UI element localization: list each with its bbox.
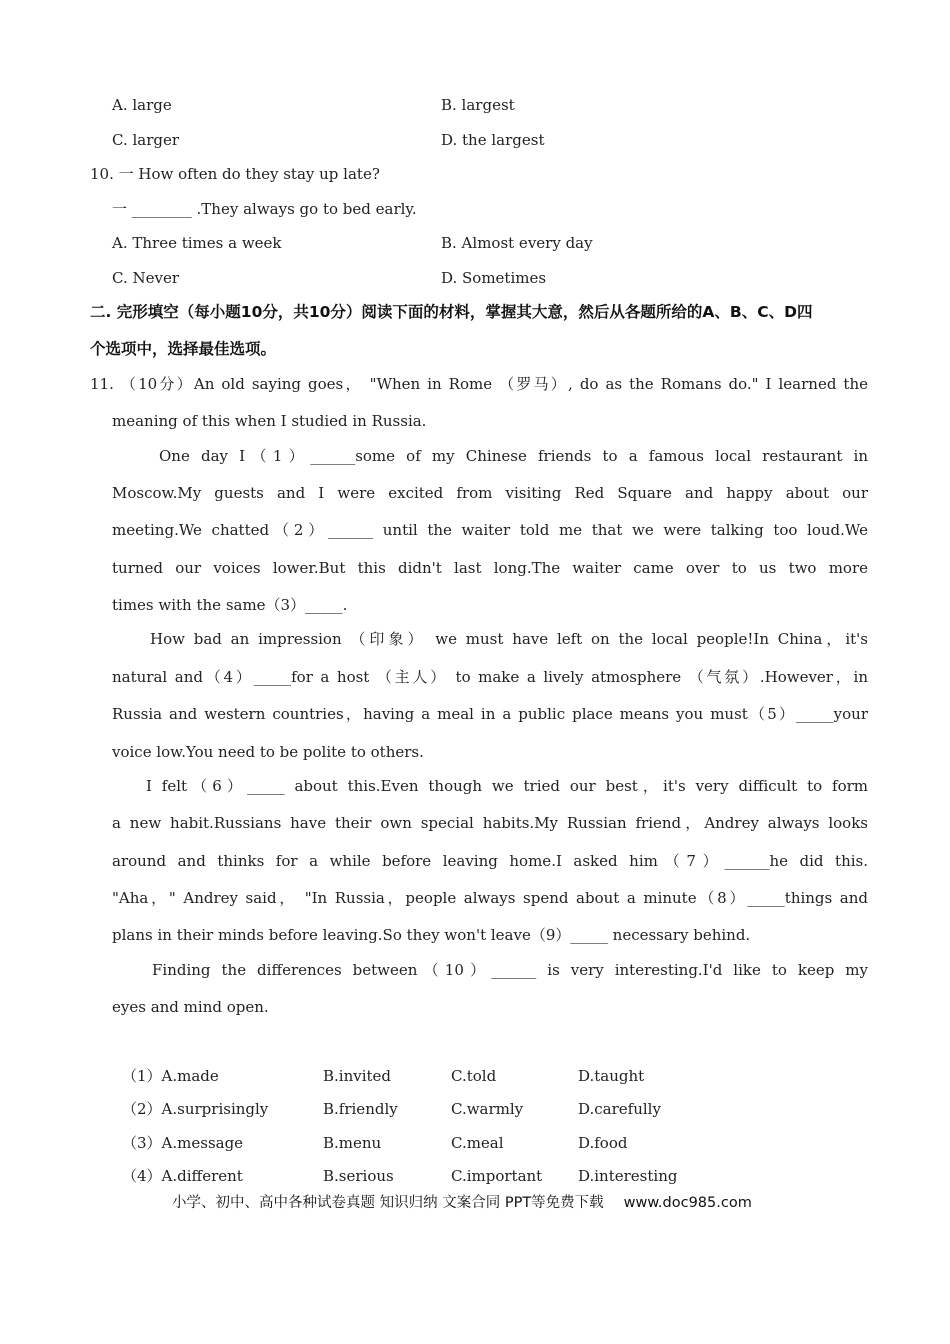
- passage-line-10: Russia and western countries，having a meal in a public place means you must（5）_____your: [112, 705, 868, 723]
- choice-4-d: D.interesting: [578, 1167, 678, 1185]
- q10-option-c: C. Never: [112, 269, 180, 287]
- choice-4-b: B.serious: [323, 1167, 394, 1185]
- choice-2-b: B.friendly: [323, 1100, 398, 1118]
- q9-option-d: D. the largest: [441, 131, 545, 149]
- passage-line-4: Moscow.My guests and I were excited from visiting Red Square and happy about our: [112, 484, 868, 502]
- q10-answer-line: 一 ________ .They always go to bed early.: [112, 200, 417, 218]
- passage-line-11: voice low.You need to be polite to others.: [112, 743, 424, 761]
- passage-line-13: a new habit.Russians have their own special habits.My Russian friend，Andrey always looks: [112, 814, 868, 832]
- choice-4-a: （4）A.different: [122, 1167, 243, 1185]
- passage-line-12: I felt（6）_____ about this.Even though we tried our best，it's very difficult to form: [146, 777, 868, 795]
- passage-line-6: turned our voices lower.But this didn't last long.The waiter came over to us two more: [112, 559, 868, 577]
- choice-4-c: C.important: [451, 1167, 543, 1185]
- choice-1-b: B.invited: [323, 1067, 392, 1085]
- choice-2-a: （2）A.surprisingly: [122, 1100, 269, 1118]
- passage-line-17: Finding the differences between（10）______ is very interesting.I'd like to keep my: [152, 961, 868, 979]
- q10-option-d: D. Sometimes: [441, 269, 547, 287]
- choice-3-a: （3）A.message: [122, 1134, 244, 1152]
- footer-text: 小学、初中、高中各种试卷真题 知识归纳 文案合同 PPT等免费下载: [172, 1195, 604, 1211]
- passage-line-18: eyes and mind open.: [112, 998, 269, 1016]
- choice-3-d: D.food: [578, 1134, 628, 1152]
- choice-3-c: C.meal: [451, 1134, 504, 1152]
- passage-line-2: meaning of this when I studied in Russia.: [112, 412, 427, 430]
- passage-line-16: plans in their minds before leaving.So they won't leave（9）_____ necessary behind.: [112, 926, 751, 944]
- passage-line-1: 11. （10分）An old saying goes， "When in Rome （罗马）, do as the Romans do." I learned the: [90, 375, 868, 393]
- choice-3-b: B.menu: [323, 1134, 382, 1152]
- section-heading-line2: 个选项中，选择最佳选项。: [90, 340, 277, 358]
- passage-line-8: How bad an impression （印象） we must have left on the local people!In China，it's: [150, 630, 868, 648]
- page-footer: [172, 1191, 752, 1212]
- passage-line-5: meeting.We chatted（2）______ until the waiter told me that we were talking too loud.We: [112, 521, 868, 539]
- q9-option-c: C. larger: [112, 131, 180, 149]
- q9-option-a: A. large: [112, 96, 172, 114]
- choice-2-c: C.warmly: [451, 1100, 524, 1118]
- passage-line-7: times with the same（3）_____.: [112, 596, 348, 614]
- q10-option-b: B. Almost every day: [441, 234, 593, 252]
- passage-line-14: around and thinks for a while before leaving home.I asked him（7）______he did this.: [112, 852, 868, 870]
- choice-1-a: （1）A.made: [122, 1067, 219, 1085]
- passage-line-15: "Aha，" Andrey said， "In Russia，people always spend about a minute（8）_____things and: [112, 889, 868, 907]
- passage-line-9: natural and（4）_____for a host （主人） to make a lively atmosphere （气氛）.However，in: [112, 668, 868, 686]
- q9-option-b: B. largest: [441, 96, 515, 114]
- choice-1-c: C.told: [451, 1067, 497, 1085]
- q10-option-a: A. Three times a week: [112, 234, 282, 252]
- q10-stem: 10. 一 How often do they stay up late?: [90, 165, 380, 183]
- section-heading-line1: 二. 完形填空（每小题10分，共10分）阅读下面的材料，掌握其大意，然后从各题所给的A、B、C、D四: [90, 303, 813, 321]
- footer-url[interactable]: www.doc985.com: [623, 1195, 752, 1211]
- passage-line-3: One day I（1）______some of my Chinese friends to a famous local restaurant in: [159, 447, 868, 465]
- choice-1-d: D.taught: [578, 1067, 645, 1085]
- choice-2-d: D.carefully: [578, 1100, 661, 1118]
